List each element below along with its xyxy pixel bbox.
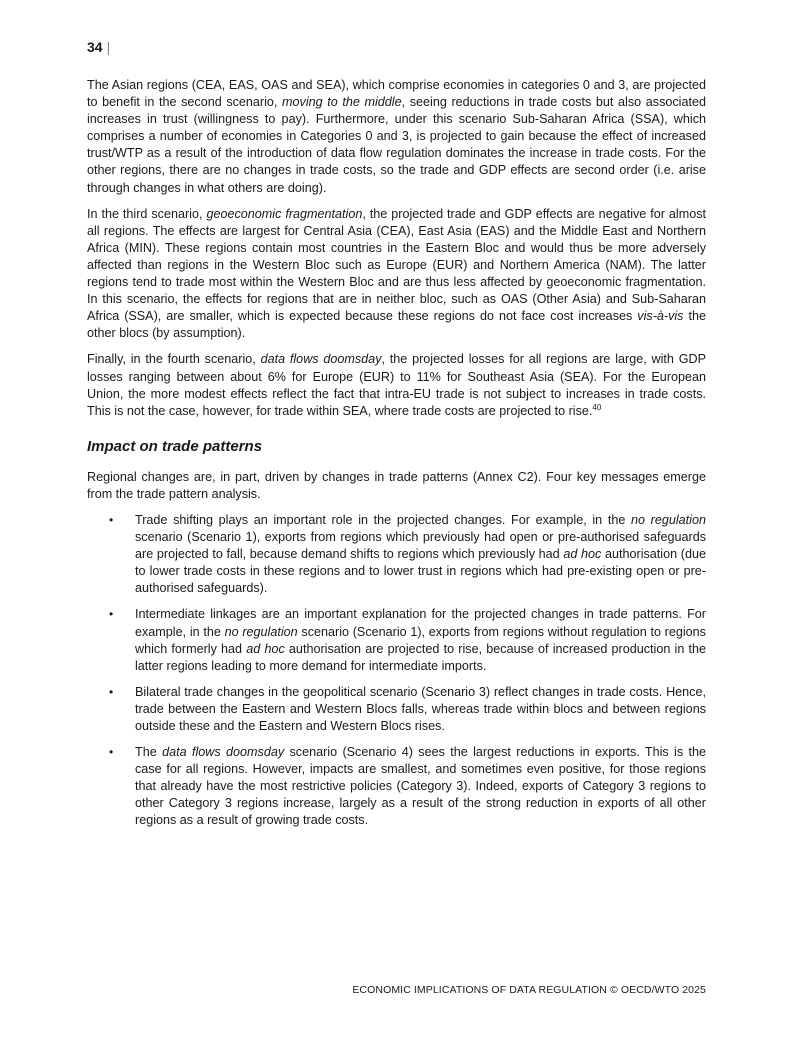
list-item-text <box>135 513 706 595</box>
text-run: The <box>135 745 163 760</box>
text-run: Trade shifting plays an important role in the projected changes. For example, in the <box>135 512 631 527</box>
text-run: In the third scenario, <box>87 206 207 221</box>
list-item-text <box>135 607 706 672</box>
text-run: , seeing reductions in trade costs but also associated increases in trust (willingness to pay). Furthermore, under this scenario Sub-Saharan Africa (SSA), which comprises a number of economies in Categories 0 and 3, is projected to gain because the effect of increased trust/WTP as a result of the introduction of data flow regulation dominates the increase in trade costs. For the other regions, there are no changes in trade costs, so the trade and GDP effects are second order (i.e. arise through changes in what others are doing). <box>87 95 706 195</box>
list-item-text <box>135 745 706 827</box>
page-number: 34 <box>87 39 103 55</box>
list-item <box>87 684 706 735</box>
page-footer: ECONOMIC IMPLICATIONS OF DATA REGULATION © OECD/WTO 2025 <box>352 984 706 996</box>
bullet-icon: • <box>109 607 114 622</box>
text-run: scenario (Scenario 4) sees the largest reductions in exports. This is the case for all regions. However, impacts are smallest, and sometimes even positive, for those regions that already have the most restrictive policies (Category 3). Indeed, exports of Category 3 regions to other Category 3 regions increase, largely as a result of the strong reduction in exports of all other regions as a result of growing trade costs. <box>135 745 707 828</box>
paragraph <box>87 206 706 343</box>
text-run: the other blocs (by assumption). <box>87 309 706 341</box>
list-item <box>87 606 706 674</box>
text-run: The Asian regions (CEA, EAS, OAS and SEA), which comprise economies in categories 0 and 3, are projected to benefit in the second scenario, <box>87 78 706 110</box>
section-heading: Impact on trade patterns <box>87 437 263 455</box>
emphasis: data flows doomsday <box>162 745 285 760</box>
paragraph <box>87 77 706 197</box>
emphasis: data flows doomsday <box>260 352 382 367</box>
emphasis: ad hoc <box>246 641 285 656</box>
paragraph <box>87 351 706 419</box>
text-run: , the projected losses for all regions are large, with GDP losses ranging between about 6% for Europe (EUR) to 11% for Southeast Asia (SEA). For the European Union, the more modest effects reflect the fact that intra-EU trade is not subject to increases in trade costs. This is not the case, however, for trade within SEA, where trade costs are projected to rise. <box>87 352 706 418</box>
footnote-ref: 40 <box>592 402 602 412</box>
emphasis: no regulation <box>224 624 298 639</box>
emphasis: geoeconomic fragmentation <box>206 206 363 221</box>
text-run: scenario (Scenario 1), exports from regions without regulation to regions which formerly had <box>135 624 706 656</box>
emphasis: moving to the middle <box>282 95 402 110</box>
text-run: , the projected trade and GDP effects are negative for almost all regions. The effects are largest for Central Asia (CEA), East Asia (EAS) and the Middle East and Northern Africa (MIN). These regions contain most countries in the Eastern Bloc and would thus be more adversely affected than regions in the Western Bloc such as Europe (EUR) and Northern America (NAM). The latter regions tend to trade most within the Western Bloc and are thus less affected by geoeconomic fragmentation. In this scenario, the effects for regions that are in neither bloc, such as OAS (Other Asia) and Sub-Saharan Africa (SSA), are smaller, which is expected because these regions do not face cost increases <box>87 206 707 324</box>
bullet-icon: • <box>109 684 114 699</box>
text-run: scenario (Scenario 1), exports from regions which previously had open or pre-authorised safeguards are projected to fall, because demand shifts to regions which previously had <box>135 530 706 562</box>
text-run: Bilateral trade changes in the geopolitical scenario (Scenario 3) reflect changes in trade costs. Hence, trade between the Eastern and Western Blocs falls, whereas trade within blocs and between regions outside these and the Eastern and Western Blocs rises. <box>135 684 706 733</box>
header-separator: | <box>106 39 111 55</box>
text-run: authorisation (due to lower trade costs in these regions and to lower trust in regions which had pre-existing open or pre-authorised safeguards). <box>135 547 706 596</box>
text-run: authorisation are projected to rise, because of increased production in the latter regions leading to more demand for intermediate imports. <box>135 641 707 673</box>
list-item-text <box>135 685 706 733</box>
page-header <box>87 39 110 55</box>
bullet-list <box>87 512 706 830</box>
bullet-icon: • <box>109 745 114 760</box>
text-run: Intermediate linkages are an important explanation for the projected changes in trade patterns. For example, in the <box>135 607 706 639</box>
list-item <box>87 512 706 597</box>
text-run: Finally, in the fourth scenario, <box>87 352 261 367</box>
emphasis: no regulation <box>631 512 706 527</box>
main-content <box>87 77 706 839</box>
list-item <box>87 744 706 829</box>
bullet-icon: • <box>109 512 114 527</box>
emphasis: ad hoc <box>563 547 602 562</box>
emphasis: vis-à-vis <box>637 309 684 324</box>
intro-paragraph: Regional changes are, in part, driven by changes in trade patterns (Annex C2). Four key messages emerge from the trade pattern analysis. <box>87 469 706 501</box>
